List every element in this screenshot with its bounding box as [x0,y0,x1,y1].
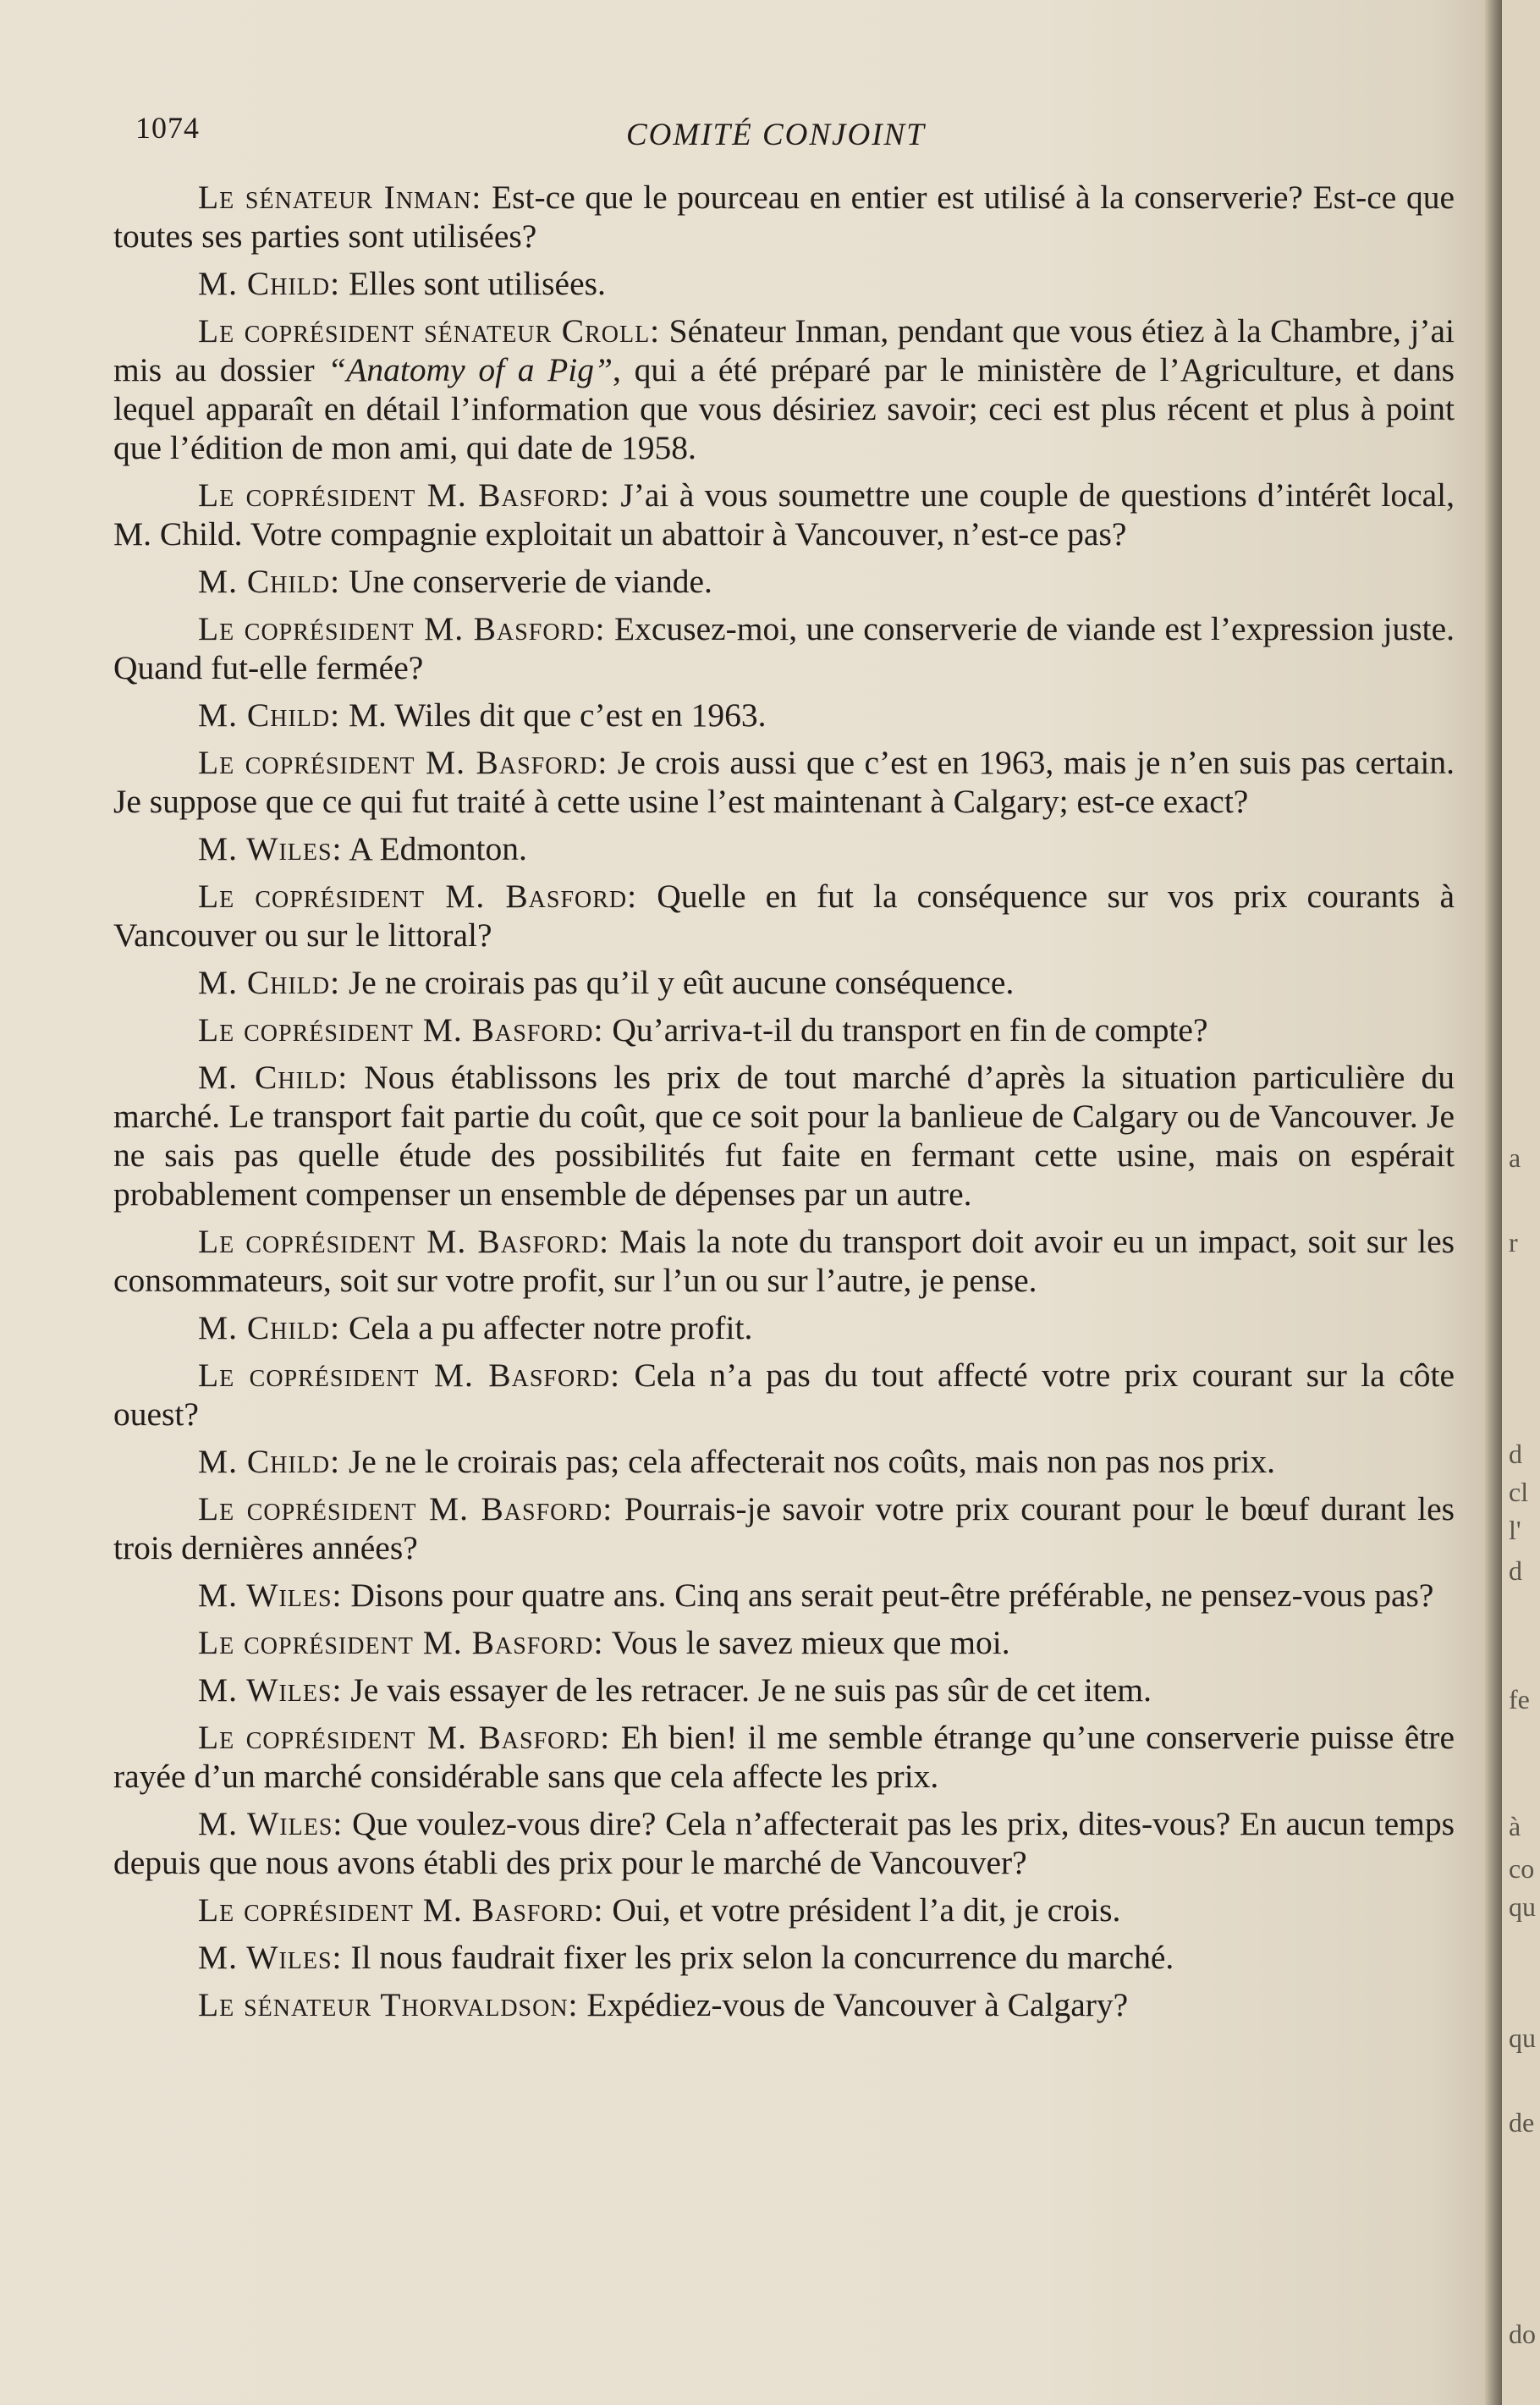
speaker-label: Le coprésident M. Basford: [198,610,606,647]
speaker-label: M. Wiles: [198,1577,343,1614]
speaker-label: M. Child: [198,563,341,600]
adjacent-page-edge [1502,0,1540,2405]
page-edge-fragment: cl [1509,1477,1529,1507]
paragraph [113,1489,1455,1567]
page-edge-fragment: do [1509,2319,1536,2349]
speaker-label: M. Child: [198,1309,341,1346]
paragraph-text: Une conserverie de viande. [340,563,712,600]
book-gutter [1485,0,1502,2405]
speaker-label: Le coprésident M. Basford: [198,1357,621,1394]
speaker-label: Le sénateur Inman: [198,179,482,216]
paragraph [113,562,1455,601]
speaker-label: M. Child: [198,1443,341,1480]
paragraph-text: J’ai à vous soumettre une couple de questions d’intérêt local, M. Child. Votre compagnie exploitait un abattoir à Vancouver, n’est-ce pas? [113,476,1455,553]
paragraph-text: Je ne croirais pas qu’il y eût aucune conséquence. [340,964,1015,1001]
paragraph-text: Disons pour quatre ans. Cinq ans serait peut-être préférable, ne pensez-vous pas? [342,1577,1434,1614]
paragraph [113,609,1455,687]
speaker-label: M. Child: [198,964,341,1001]
speaker-label: M. Wiles: [198,1805,344,1842]
speaker-label: Le coprésident M. Basford: [198,1891,604,1929]
paragraph-text: Mais la note du transport doit avoir eu un impact, soit sur les consommateurs, soit sur votre profit, sur l’un ou sur l’autre, je pense. [113,1223,1455,1299]
speaker-label: M. Child: [198,696,341,734]
page-edge-fragment: qu [1509,1891,1536,1922]
paragraph [113,1442,1455,1481]
speaker-label: Le coprésident M. Basford: [198,1223,610,1260]
paragraph-text: Il nous faudrait fixer les prix selon la concurrence du marché. [342,1939,1174,1976]
paragraph-text: Eh bien! il me semble étrange qu’une conserverie puisse être rayée d’un marché considérable sans que cela affecte les prix. [113,1719,1455,1795]
speaker-label: M. Wiles: [198,830,343,867]
paragraph-text: Quelle en fut la conséquence sur vos prix courants à Vancouver ou sur le littoral? [113,878,1455,954]
page-edge-fragment: d [1509,1555,1522,1586]
speaker-label: M. Child: [198,1059,349,1096]
paragraph [113,311,1455,467]
speaker-label: Le coprésident M. Basford: [198,1624,604,1661]
paragraph [113,1670,1455,1709]
speaker-label: Le coprésident M. Basford: [198,1490,613,1527]
paragraph-text: Cela a pu affecter notre profit. [340,1309,753,1346]
speaker-label: Le sénateur Thorvaldson: [198,1986,579,2023]
paragraph-text: Pourrais-je savoir votre prix courant pour le bœuf durant les trois dernières années? [113,1490,1455,1566]
page-edge-fragment: fe [1509,1684,1530,1714]
page-edge-fragment: a [1509,1142,1521,1173]
paragraph [113,476,1455,553]
paragraph [113,1222,1455,1300]
paragraph [113,1938,1455,1977]
speaker-label: M. Child: [198,265,341,302]
paragraph [113,877,1455,955]
paragraph [113,696,1455,735]
paragraph-text: Qu’arriva-t-il du transport en fin de compte? [603,1011,1208,1048]
running-title: COMITÉ CONJOINT [626,118,926,152]
paragraph [113,1718,1455,1796]
paragraph [113,1623,1455,1662]
paragraph [113,1890,1455,1929]
page-header [135,110,1455,161]
paragraph [113,1356,1455,1434]
paragraph-text: Je ne le croirais pas; cela affecterait nos coûts, mais non pas nos prix. [340,1443,1275,1480]
page-edge-fragment: co [1509,1853,1535,1884]
speaker-label: Le coprésident sénateur Croll: [198,312,661,349]
paragraph-text-continued: , qui a été préparé par le ministère de l’Agriculture, et dans lequel apparaît en détail l’information que vous désiriez savoir; ceci est plus récent et plus à point que l’édition de mon ami, qui date de 1958. [113,351,1455,466]
page-edge-fragment: l' [1509,1515,1521,1545]
paragraph [113,1308,1455,1347]
paragraph [113,264,1455,303]
speaker-label: Le coprésident M. Basford: [198,744,608,781]
speaker-label: Le coprésident M. Basford: [198,878,638,915]
paragraph-text: A Edmonton. [342,830,527,867]
paragraph [113,1010,1455,1049]
paragraph [113,1985,1455,2024]
paragraph [113,178,1455,256]
paragraph [113,1804,1455,1882]
page-edge-fragment: de [1509,2107,1535,2138]
page-number: 1074 [135,111,200,145]
page-edge-fragment: qu [1509,2023,1536,2053]
body-text [113,178,1455,2033]
speaker-label: Le coprésident M. Basford: [198,1719,611,1756]
speaker-label: M. Wiles: [198,1671,343,1709]
paragraph-text: Sénateur Inman, pendant que vous étiez à la Chambre, j’ai mis au dossier [113,312,1455,388]
paragraph [113,1576,1455,1615]
paragraph-text: Excusez-moi, une conserverie de viande est l’expression juste. Quand fut-elle fermée? [113,610,1455,686]
paragraph-text: Expédiez-vous de Vancouver à Calgary? [578,1986,1129,2023]
document-title: “Anatomy of a Pig” [327,351,613,388]
paragraph-text: Nous établissons les prix de tout marché d’après la situation particulière du marché. Le transport fait partie du coût, que ce soit pour la banlieue de Calgary ou de Vancouver. Je ne sais pas quelle étude des possibilités fut faite en fermant cette usine, mais on espérait probablement compenser un ensemble de dépenses par un autre. [113,1059,1455,1213]
paragraph-text: M. Wiles dit que c’est en 1963. [340,696,767,734]
speaker-label: M. Wiles: [198,1939,343,1976]
paragraph-text: Est-ce que le pourceau en entier est utilisé à la conserverie? Est-ce que toutes ses parties sont utilisées? [113,179,1455,255]
paragraph-text: Vous le savez mieux que moi. [603,1624,1010,1661]
paragraph-text: Elles sont utilisées. [340,265,606,302]
page-edge-fragment: d [1509,1439,1522,1469]
paragraph-text: Je crois aussi que c’est en 1963, mais je n’en suis pas certain. Je suppose que ce qui fut traité à cette usine l’est maintenant à Calgary; est-ce exact? [113,744,1455,820]
paragraph-text: Que voulez-vous dire? Cela n’affecterait pas les prix, dites-vous? En aucun temps depuis que nous avons établi des prix pour le marché de Vancouver? [113,1805,1455,1881]
paragraph-text: Je vais essayer de les retracer. Je ne suis pas sûr de cet item. [342,1671,1152,1709]
paragraph [113,963,1455,1002]
page-edge-fragment: r [1509,1227,1518,1258]
speaker-label: Le coprésident M. Basford: [198,1011,604,1048]
paragraph-text: Oui, et votre président l’a dit, je crois. [603,1891,1121,1929]
paragraph [113,743,1455,821]
paragraph [113,829,1455,868]
paragraph [113,1058,1455,1214]
speaker-label: Le coprésident M. Basford: [198,476,610,514]
page-edge-fragment: à [1509,1811,1521,1841]
paragraph-text: Cela n’a pas du tout affecté votre prix courant sur la côte ouest? [113,1357,1455,1433]
